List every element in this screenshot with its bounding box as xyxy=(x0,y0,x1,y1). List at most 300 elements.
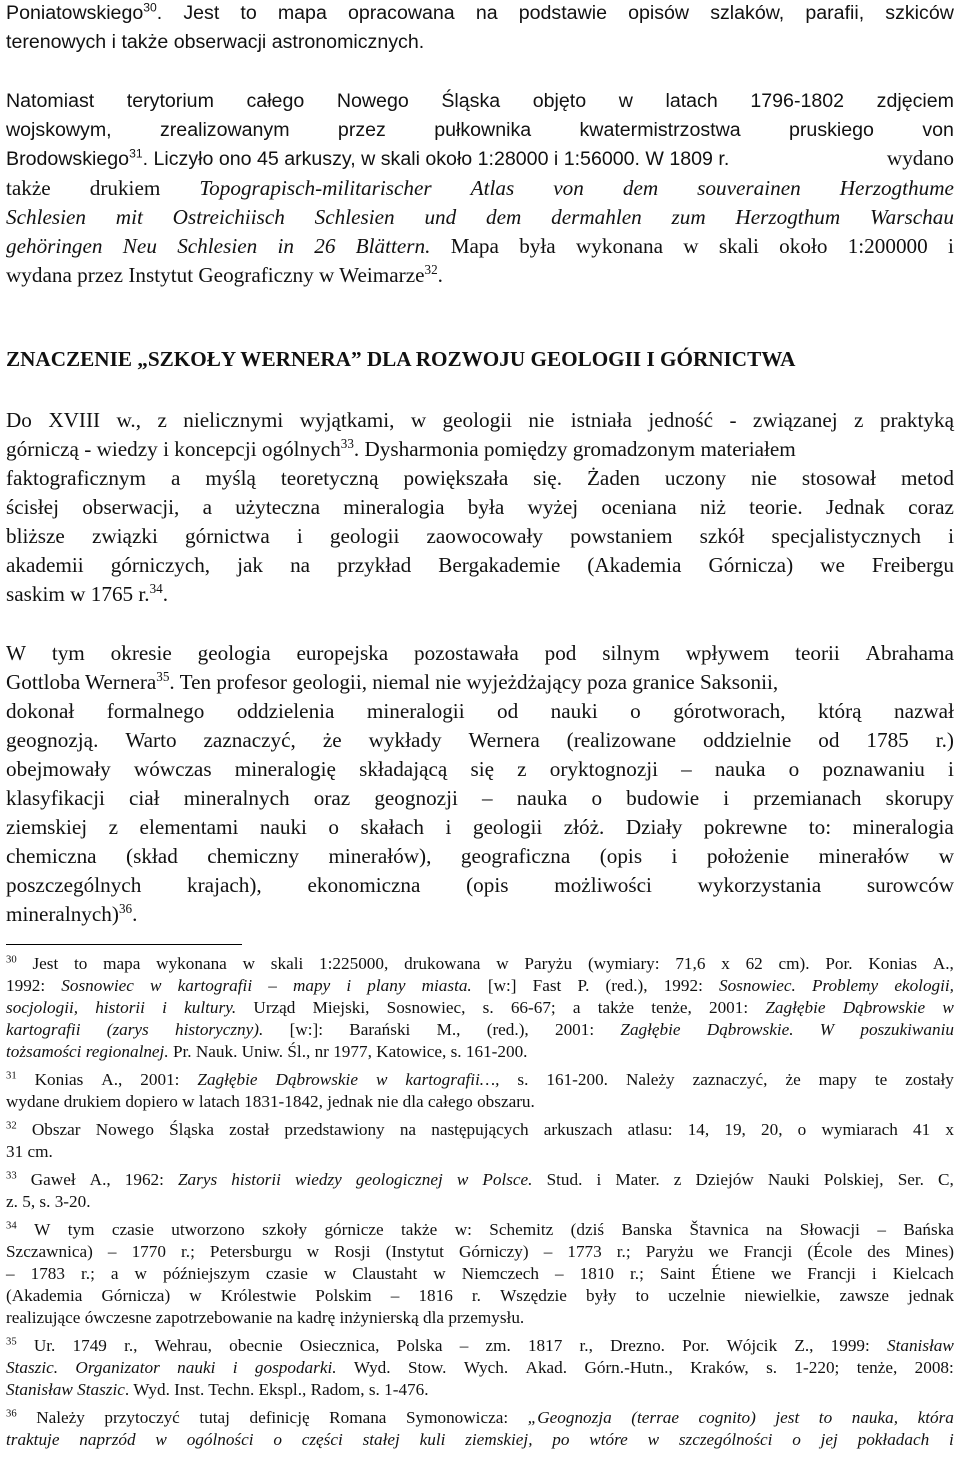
text-run: Francji xyxy=(743,1242,793,1261)
word xyxy=(81,1264,95,1284)
text-run: r., xyxy=(579,1336,593,1355)
text-run: oddzielnie xyxy=(703,728,792,752)
word xyxy=(235,495,320,520)
word xyxy=(630,1264,644,1284)
text-run: 1817 xyxy=(527,1336,563,1355)
text-run: myślą xyxy=(205,466,256,490)
word xyxy=(905,1242,954,1262)
text-run: Symonowicza: xyxy=(405,1408,509,1427)
text-run: Natomiast xyxy=(6,90,95,112)
footnote-ref: 30 xyxy=(6,954,17,966)
word xyxy=(668,1286,725,1306)
text-run: realizujące ówczesne zapotrzebowanie na kadrę inżynierską dla przemysłu. xyxy=(6,1308,525,1327)
word xyxy=(570,524,672,549)
word xyxy=(61,976,134,996)
word xyxy=(437,1020,461,1040)
word xyxy=(500,1286,567,1306)
paragraph-line xyxy=(6,786,954,811)
word xyxy=(363,1430,400,1450)
word xyxy=(314,786,350,811)
word xyxy=(765,998,825,1018)
word xyxy=(300,1336,380,1356)
text-run: pozostawała xyxy=(414,641,519,665)
text-run: von xyxy=(922,119,954,141)
italic-text: Dąbrowskie xyxy=(842,998,926,1017)
word xyxy=(31,1264,65,1284)
text-run: przytoczyć xyxy=(104,1408,180,1427)
text-run: Francji xyxy=(807,1264,856,1283)
text-run: 1785 xyxy=(866,728,909,752)
text-run: ścisłej xyxy=(6,495,59,519)
text-run: latach xyxy=(665,90,718,112)
text-run: i xyxy=(296,524,303,548)
text-run: się xyxy=(470,757,495,781)
italic-text: Dąbrowskie xyxy=(275,1070,358,1089)
text-run: skałach xyxy=(360,815,425,839)
text-run: Jest xyxy=(32,954,59,973)
word xyxy=(199,1408,230,1428)
word xyxy=(243,954,255,974)
paragraph-line xyxy=(6,582,168,607)
italic-text: plany xyxy=(367,976,406,995)
italic-text: w xyxy=(150,976,162,995)
text-run: którą xyxy=(818,699,862,723)
word xyxy=(818,699,862,724)
italic-text: Schlesien xyxy=(177,234,258,258)
text-run: pułkownika xyxy=(434,119,532,141)
italic-text: dem xyxy=(622,176,659,200)
text-run: (red.), xyxy=(605,976,648,995)
footnote-line xyxy=(6,1070,954,1090)
text-run: (Akademia xyxy=(6,1286,83,1305)
paragraph-line xyxy=(6,728,954,753)
word xyxy=(125,1170,164,1190)
word xyxy=(111,1264,119,1284)
word xyxy=(820,553,845,578)
text-run: . Ten profesor geologii, niemal nie wyjeżdżający poza granice Saksonii, xyxy=(169,670,779,694)
text-run: zostały xyxy=(905,1070,954,1089)
word xyxy=(646,1242,694,1262)
word xyxy=(296,641,388,666)
text-run: silnym xyxy=(602,641,660,665)
text-run: szkiców xyxy=(885,2,954,24)
word xyxy=(6,1120,17,1140)
italic-text: zum xyxy=(671,205,706,229)
word xyxy=(314,234,335,259)
text-run: geograficzna xyxy=(460,844,571,868)
word xyxy=(469,728,540,753)
word xyxy=(870,205,954,230)
word xyxy=(552,1430,569,1450)
text-run: nielicznymi xyxy=(183,408,284,432)
word xyxy=(679,1430,773,1450)
text-run: w xyxy=(496,954,509,973)
text-run: wykonana xyxy=(575,234,664,258)
word xyxy=(6,844,97,869)
word xyxy=(606,976,648,996)
word xyxy=(901,466,954,491)
word xyxy=(156,954,227,974)
text-run: Polskim xyxy=(315,1286,372,1305)
word xyxy=(602,641,660,666)
word xyxy=(173,205,285,230)
text-run: nauki xyxy=(259,815,307,839)
word xyxy=(753,786,861,811)
word xyxy=(455,1220,472,1240)
word xyxy=(468,495,504,520)
word xyxy=(249,1408,309,1428)
word xyxy=(171,1220,245,1240)
italic-text: szczególności xyxy=(678,1430,773,1449)
word xyxy=(462,1264,539,1284)
word xyxy=(942,998,953,1018)
italic-text: Schlesien xyxy=(314,205,395,229)
word xyxy=(751,466,777,491)
text-run: (dziś xyxy=(570,1220,605,1239)
word xyxy=(903,1220,954,1240)
word xyxy=(886,786,954,811)
italic-text: Ostreichiisch xyxy=(172,205,285,229)
text-run: – xyxy=(107,1242,117,1261)
word xyxy=(334,1242,370,1262)
word xyxy=(913,1120,930,1140)
text-run: wymiarach xyxy=(821,1120,898,1139)
italic-text: w xyxy=(647,1430,660,1449)
paragraph-line xyxy=(6,902,137,927)
text-run: wydano xyxy=(886,146,954,170)
paragraph-line xyxy=(6,466,954,491)
text-run: r. xyxy=(471,1286,481,1305)
italic-text: historii xyxy=(231,1170,281,1189)
text-run: że xyxy=(322,728,342,752)
text-run: i xyxy=(671,844,678,868)
word xyxy=(135,1264,147,1284)
word xyxy=(68,1220,95,1240)
word xyxy=(885,2,954,25)
word xyxy=(134,757,212,782)
word xyxy=(792,1430,801,1450)
word xyxy=(346,976,351,996)
text-run: Paryżu xyxy=(524,954,573,973)
word xyxy=(404,954,480,974)
text-run: Wszędzie xyxy=(500,1286,567,1305)
word xyxy=(210,1242,292,1262)
word xyxy=(872,1264,877,1284)
word xyxy=(6,553,84,578)
text-run: w xyxy=(306,1242,320,1261)
text-run: cm). xyxy=(778,954,810,973)
italic-text: Zarys xyxy=(178,1170,218,1189)
word xyxy=(74,954,87,974)
word xyxy=(819,844,910,869)
text-run: oraz xyxy=(313,786,351,810)
word xyxy=(406,1408,508,1428)
word xyxy=(875,1070,887,1090)
word xyxy=(533,90,586,113)
italic-text: historyczny). xyxy=(175,1020,264,1039)
word xyxy=(177,234,257,259)
word xyxy=(665,466,726,491)
text-run: z xyxy=(517,757,527,781)
text-run: drukiem xyxy=(89,176,161,200)
italic-text: tożsamości regionalnej. xyxy=(6,1042,169,1061)
word xyxy=(472,1286,481,1306)
italic-text: (terrae xyxy=(631,1408,679,1427)
text-run: M., xyxy=(436,1020,461,1039)
text-run: Wehrau, xyxy=(154,1336,212,1355)
word xyxy=(587,553,681,578)
paragraph-line xyxy=(6,263,443,288)
word xyxy=(672,205,706,230)
word xyxy=(111,553,210,578)
text-run: 1816 xyxy=(418,1286,453,1305)
word xyxy=(6,873,141,898)
text-run: Gaweł xyxy=(30,1170,76,1189)
italic-text: kuli xyxy=(419,1430,446,1449)
intro-line xyxy=(6,2,954,25)
text-run: faktograficznym xyxy=(6,466,147,490)
word xyxy=(601,495,676,520)
text-run: teorie. xyxy=(749,495,803,519)
word xyxy=(387,998,466,1018)
text-run: w., xyxy=(116,408,142,432)
word xyxy=(400,1120,416,1140)
text-run: o xyxy=(630,699,641,723)
text-run: metod xyxy=(900,466,954,490)
word xyxy=(933,954,954,974)
word xyxy=(693,1070,768,1090)
word xyxy=(528,408,554,433)
word xyxy=(204,728,296,753)
footnote-ref: 35 xyxy=(6,1336,17,1348)
text-run: także xyxy=(6,176,51,200)
italic-text: mit xyxy=(115,205,143,229)
text-run: były xyxy=(585,1286,617,1305)
text-run: niewielkie, xyxy=(744,1286,821,1305)
word xyxy=(631,1408,679,1428)
text-run: z xyxy=(854,408,864,432)
word xyxy=(240,2,256,25)
text-run: z xyxy=(157,408,167,432)
word xyxy=(779,234,827,259)
text-run: i xyxy=(871,1264,877,1283)
word xyxy=(908,495,954,520)
word xyxy=(807,1264,856,1284)
text-run: jak xyxy=(237,553,264,577)
text-run: związanej xyxy=(752,408,838,432)
text-run: a xyxy=(202,495,213,519)
text-run: – xyxy=(543,1242,553,1261)
text-run: 1-220; xyxy=(794,1358,840,1377)
word xyxy=(140,1070,179,1090)
text-run: wojskowym, xyxy=(6,119,112,141)
word xyxy=(800,1220,860,1240)
word xyxy=(707,1020,794,1040)
italic-text: i xyxy=(232,1358,238,1377)
word xyxy=(92,524,158,549)
text-run: kwatermistrzostwa xyxy=(579,119,741,141)
text-run: oceniana xyxy=(601,495,677,519)
word xyxy=(111,641,172,666)
text-run: szlaków, xyxy=(710,2,785,24)
text-run: skali xyxy=(718,234,759,258)
italic-text: (zarys xyxy=(106,1020,149,1039)
word xyxy=(672,844,678,869)
word xyxy=(32,1120,81,1140)
word xyxy=(533,466,562,491)
text-run: europejska xyxy=(296,641,389,665)
italic-text: kartografii xyxy=(177,976,253,995)
word xyxy=(824,1170,884,1190)
word xyxy=(664,976,703,996)
word xyxy=(727,1336,778,1356)
text-run: w xyxy=(242,954,256,973)
word xyxy=(391,1286,400,1306)
word xyxy=(794,1336,813,1356)
text-run: klasyfikacji xyxy=(6,786,105,810)
word xyxy=(715,757,766,782)
word xyxy=(867,1242,890,1262)
word xyxy=(324,1220,383,1240)
text-run: mineralogii xyxy=(366,699,465,723)
text-run: w xyxy=(683,234,699,258)
word xyxy=(6,1264,15,1284)
italic-text: i xyxy=(949,1430,954,1449)
word xyxy=(939,844,954,869)
word xyxy=(690,1220,749,1240)
text-run: specjalistycznych xyxy=(771,524,921,548)
word xyxy=(411,408,426,433)
text-run: a xyxy=(110,1264,119,1283)
word xyxy=(175,1020,263,1040)
footnote-ref: 30 xyxy=(143,0,157,15)
word xyxy=(187,873,262,898)
word xyxy=(893,1264,954,1284)
word xyxy=(688,1120,709,1140)
footnote-line xyxy=(6,1142,53,1162)
text-run: około xyxy=(779,234,828,258)
text-run: elementami xyxy=(139,815,239,839)
word xyxy=(648,408,713,433)
word xyxy=(397,1336,443,1356)
word xyxy=(348,2,455,25)
paragraph-line xyxy=(6,699,954,724)
text-run: Działy xyxy=(625,815,683,839)
word xyxy=(266,1264,308,1284)
word xyxy=(768,1170,810,1190)
text-run: te xyxy=(874,1070,888,1089)
text-run: . Dysharmonia pomiędzy gromadzonym materiałem xyxy=(353,437,796,461)
text-run: to xyxy=(240,2,257,24)
word xyxy=(545,641,577,666)
text-run: Górnicza) xyxy=(708,553,794,577)
word xyxy=(276,1070,358,1090)
paragraph-line xyxy=(887,146,954,171)
word xyxy=(6,90,94,113)
text-run: nie xyxy=(751,466,777,490)
footnote-ref: 34 xyxy=(6,1220,17,1232)
word xyxy=(6,1242,93,1262)
italic-text: pokładach xyxy=(857,1430,930,1449)
text-run: budowie xyxy=(626,786,700,810)
word xyxy=(36,1408,85,1428)
text-run: i xyxy=(948,524,954,548)
word xyxy=(101,1286,170,1306)
text-run: (Instytut xyxy=(385,1242,444,1261)
word xyxy=(471,176,515,201)
word xyxy=(775,1408,799,1428)
text-run: zrealizowanym xyxy=(159,119,290,141)
italic-text: Neu xyxy=(122,234,157,258)
text-run: 1770 xyxy=(131,1242,166,1261)
word xyxy=(6,2,162,25)
text-run: pokrewne xyxy=(703,815,788,839)
text-run: o xyxy=(591,786,603,810)
italic-text: o xyxy=(273,1430,282,1449)
text-run: Konias xyxy=(868,954,918,973)
italic-text: Blättern. xyxy=(355,234,431,258)
word xyxy=(229,1336,282,1356)
word xyxy=(857,1358,898,1378)
word xyxy=(488,976,517,996)
italic-text: gehöringen xyxy=(6,234,103,258)
text-run: złóż. xyxy=(563,815,605,839)
text-run: saskim w 1765 r. xyxy=(6,582,150,606)
word xyxy=(125,728,176,753)
word xyxy=(710,2,784,25)
text-run: 20, xyxy=(761,1120,783,1139)
word xyxy=(31,1170,76,1190)
word xyxy=(497,699,518,724)
word xyxy=(719,234,759,259)
italic-text: stałej xyxy=(362,1430,400,1449)
word xyxy=(6,1220,17,1240)
text-run: definicję xyxy=(249,1408,310,1427)
italic-text: wiedzy xyxy=(295,1170,342,1189)
word xyxy=(908,1286,954,1306)
text-run: Niemczech xyxy=(461,1264,539,1283)
word xyxy=(486,205,521,230)
text-run: 2001: xyxy=(708,998,749,1017)
footnote-line xyxy=(6,1336,954,1356)
text-run: wówczas xyxy=(133,757,212,781)
word xyxy=(198,641,271,666)
word xyxy=(6,176,51,201)
text-run: des xyxy=(867,1242,891,1261)
text-run: s. xyxy=(482,998,494,1017)
word xyxy=(237,553,263,578)
text-run: surowców xyxy=(866,873,954,897)
text-run: został xyxy=(229,1120,270,1139)
text-run: Kraków, xyxy=(690,1358,749,1377)
text-run: Poniatowskiego xyxy=(6,2,144,24)
text-run: Nauki xyxy=(767,1170,810,1189)
text-run: to xyxy=(74,954,88,973)
word xyxy=(418,1286,452,1306)
text-run: Śląska xyxy=(441,90,501,112)
word xyxy=(822,757,924,782)
word xyxy=(719,976,796,996)
word xyxy=(626,815,682,840)
word xyxy=(831,1336,870,1356)
word xyxy=(337,90,409,113)
word xyxy=(253,998,295,1018)
word xyxy=(699,1408,756,1428)
word xyxy=(872,553,954,578)
text-run: x xyxy=(721,954,730,973)
word xyxy=(772,524,921,549)
paragraph-line xyxy=(6,119,954,142)
